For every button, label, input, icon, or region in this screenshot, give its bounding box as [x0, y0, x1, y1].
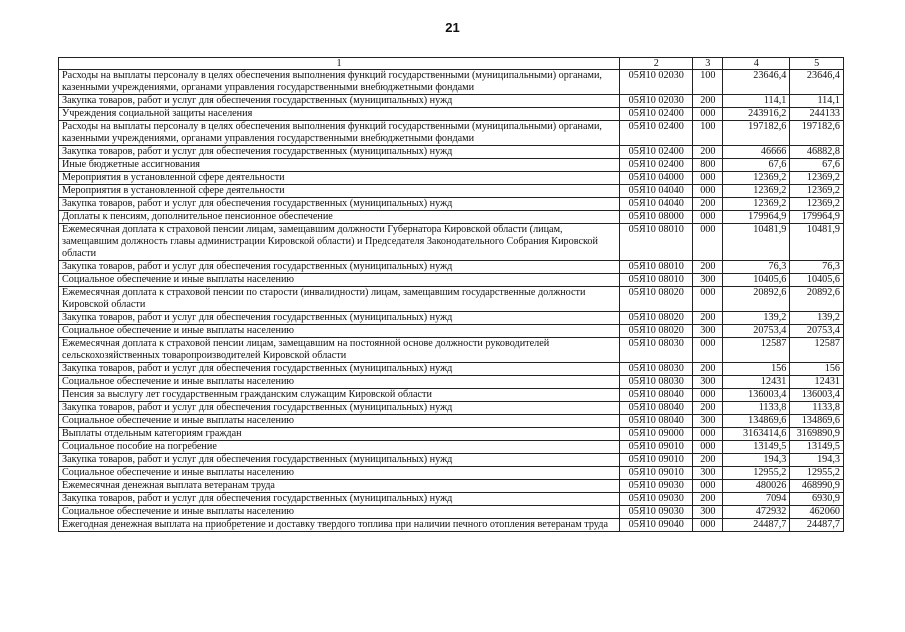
row-value-col4-cell: 10481,9 — [723, 224, 790, 261]
table-row — [59, 376, 844, 389]
row-value-col4-cell: 156 — [723, 363, 790, 376]
row-type-cell: 200 — [693, 146, 723, 159]
column-header-5: 5 — [790, 58, 844, 70]
row-name-cell: Закупка товаров, работ и услуг для обеспечения государственных (муниципальных) нужд — [59, 95, 620, 108]
row-value-col5-cell: 114,1 — [790, 95, 844, 108]
row-name-cell: Пенсия за выслугу лет государственным гражданским служащим Кировской области — [59, 389, 620, 402]
row-code-cell: 05Я10 04040 — [620, 185, 693, 198]
row-name-cell: Закупка товаров, работ и услуг для обеспечения государственных (муниципальных) нужд — [59, 312, 620, 325]
row-code-cell: 05Я10 08000 — [620, 211, 693, 224]
table-row — [59, 121, 844, 146]
column-header-4: 4 — [723, 58, 790, 70]
table-row — [59, 389, 844, 402]
row-type-cell: 200 — [693, 95, 723, 108]
row-value-col4-cell: 7094 — [723, 493, 790, 506]
row-value-col4-cell: 76,3 — [723, 261, 790, 274]
row-code-cell: 05Я10 08040 — [620, 415, 693, 428]
row-value-col4-cell: 67,6 — [723, 159, 790, 172]
row-code-cell: 05Я10 02400 — [620, 146, 693, 159]
row-code-cell: 05Я10 02030 — [620, 95, 693, 108]
row-value-col5-cell: 194,3 — [790, 454, 844, 467]
row-value-col5-cell: 20892,6 — [790, 287, 844, 312]
row-value-col5-cell: 46882,8 — [790, 146, 844, 159]
row-code-cell: 05Я10 08030 — [620, 338, 693, 363]
row-value-col4-cell: 12955,2 — [723, 467, 790, 480]
row-value-col5-cell: 6930,9 — [790, 493, 844, 506]
table-row — [59, 261, 844, 274]
row-name-cell: Учреждения социальной защиты населения — [59, 108, 620, 121]
row-name-cell: Закупка товаров, работ и услуг для обеспечения государственных (муниципальных) нужд — [59, 363, 620, 376]
row-value-col5-cell: 134869,6 — [790, 415, 844, 428]
row-value-col4-cell: 12369,2 — [723, 185, 790, 198]
row-type-cell: 000 — [693, 287, 723, 312]
row-code-cell: 05Я10 09010 — [620, 454, 693, 467]
row-code-cell: 05Я10 08010 — [620, 224, 693, 261]
row-value-col4-cell: 1133,8 — [723, 402, 790, 415]
row-value-col5-cell: 10405,6 — [790, 274, 844, 287]
table-row — [59, 428, 844, 441]
table-row — [59, 493, 844, 506]
row-value-col5-cell: 136003,4 — [790, 389, 844, 402]
row-name-cell: Социальное пособие на погребение — [59, 441, 620, 454]
row-type-cell: 000 — [693, 441, 723, 454]
row-code-cell: 05Я10 08010 — [620, 274, 693, 287]
row-value-col4-cell: 136003,4 — [723, 389, 790, 402]
row-value-col4-cell: 12587 — [723, 338, 790, 363]
row-code-cell: 05Я10 09030 — [620, 493, 693, 506]
row-code-cell: 05Я10 08030 — [620, 363, 693, 376]
row-name-cell: Доплаты к пенсиям, дополнительное пенсионное обеспечение — [59, 211, 620, 224]
row-type-cell: 200 — [693, 261, 723, 274]
table-row — [59, 95, 844, 108]
row-value-col5-cell: 12369,2 — [790, 185, 844, 198]
row-value-col4-cell: 3163414,6 — [723, 428, 790, 441]
row-type-cell: 000 — [693, 519, 723, 532]
row-value-col5-cell: 76,3 — [790, 261, 844, 274]
row-value-col5-cell: 10481,9 — [790, 224, 844, 261]
row-type-cell: 200 — [693, 493, 723, 506]
row-value-col4-cell: 20753,4 — [723, 325, 790, 338]
row-code-cell: 05Я10 02400 — [620, 121, 693, 146]
row-type-cell: 200 — [693, 402, 723, 415]
column-header-2: 2 — [620, 58, 693, 70]
column-header-1: 1 — [59, 58, 620, 70]
row-value-col4-cell: 139,2 — [723, 312, 790, 325]
row-value-col5-cell: 12431 — [790, 376, 844, 389]
row-type-cell: 000 — [693, 338, 723, 363]
row-code-cell: 05Я10 09000 — [620, 428, 693, 441]
row-name-cell: Социальное обеспечение и иные выплаты населению — [59, 376, 620, 389]
row-type-cell: 000 — [693, 108, 723, 121]
row-name-cell: Закупка товаров, работ и услуг для обеспечения государственных (муниципальных) нужд — [59, 146, 620, 159]
row-value-col4-cell: 480026 — [723, 480, 790, 493]
row-type-cell: 300 — [693, 274, 723, 287]
row-code-cell: 05Я10 08020 — [620, 325, 693, 338]
row-value-col4-cell: 114,1 — [723, 95, 790, 108]
table-row — [59, 363, 844, 376]
row-value-col4-cell: 134869,6 — [723, 415, 790, 428]
table-row — [59, 325, 844, 338]
row-code-cell: 05Я10 08010 — [620, 261, 693, 274]
row-code-cell: 05Я10 08040 — [620, 389, 693, 402]
row-value-col5-cell: 462060 — [790, 506, 844, 519]
row-name-cell: Ежемесячная доплата к страховой пенсии по старости (инвалидности) лицам, замещавшим государственные должности Кировской области — [59, 287, 620, 312]
row-code-cell: 05Я10 04000 — [620, 172, 693, 185]
row-type-cell: 100 — [693, 70, 723, 95]
table-body — [59, 70, 844, 532]
row-value-col5-cell: 244133 — [790, 108, 844, 121]
row-name-cell: Мероприятия в установленной сфере деятельности — [59, 172, 620, 185]
table-row — [59, 70, 844, 95]
row-value-col5-cell: 23646,4 — [790, 70, 844, 95]
row-name-cell: Социальное обеспечение и иные выплаты населению — [59, 325, 620, 338]
row-type-cell: 300 — [693, 506, 723, 519]
table-row — [59, 338, 844, 363]
row-value-col5-cell: 67,6 — [790, 159, 844, 172]
row-type-cell: 000 — [693, 172, 723, 185]
row-name-cell: Ежемесячная доплата к страховой пенсии лицам, замещавшим должности Губернатора Кировской области (лицам, замещавшим должность главы администрации Кировской области) и Председателя Законодательного Собрания Кировской области — [59, 224, 620, 261]
table-row — [59, 146, 844, 159]
table-row — [59, 467, 844, 480]
row-code-cell: 05Я10 02400 — [620, 159, 693, 172]
table-row — [59, 287, 844, 312]
row-code-cell: 05Я10 08040 — [620, 402, 693, 415]
row-name-cell: Выплаты отдельным категориям граждан — [59, 428, 620, 441]
row-type-cell: 200 — [693, 198, 723, 211]
budget-table — [58, 57, 844, 532]
row-value-col4-cell: 13149,5 — [723, 441, 790, 454]
row-value-col4-cell: 194,3 — [723, 454, 790, 467]
table-row — [59, 506, 844, 519]
row-type-cell: 300 — [693, 467, 723, 480]
row-name-cell: Закупка товаров, работ и услуг для обеспечения государственных (муниципальных) нужд — [59, 454, 620, 467]
row-value-col5-cell: 1133,8 — [790, 402, 844, 415]
row-name-cell: Социальное обеспечение и иные выплаты населению — [59, 506, 620, 519]
row-code-cell: 05Я10 09030 — [620, 480, 693, 493]
row-value-col5-cell: 139,2 — [790, 312, 844, 325]
row-value-col5-cell: 156 — [790, 363, 844, 376]
row-value-col5-cell: 197182,6 — [790, 121, 844, 146]
row-type-cell: 800 — [693, 159, 723, 172]
row-name-cell: Ежегодная денежная выплата на приобретение и доставку твердого топлива при наличии печного отопления ветеранам труда — [59, 519, 620, 532]
header-row — [59, 58, 844, 70]
row-name-cell: Закупка товаров, работ и услуг для обеспечения государственных (муниципальных) нужд — [59, 261, 620, 274]
row-name-cell: Мероприятия в установленной сфере деятельности — [59, 185, 620, 198]
row-value-col4-cell: 179964,9 — [723, 211, 790, 224]
row-value-col4-cell: 20892,6 — [723, 287, 790, 312]
table-row — [59, 441, 844, 454]
table-row — [59, 224, 844, 261]
row-name-cell: Расходы на выплаты персоналу в целях обеспечения выполнения функций государственными (муниципальными) органами, казенными учреждениями, органами управления государственными внебюджетными фондами — [59, 70, 620, 95]
row-value-col5-cell: 13149,5 — [790, 441, 844, 454]
row-value-col5-cell: 20753,4 — [790, 325, 844, 338]
row-value-col4-cell: 12369,2 — [723, 172, 790, 185]
row-value-col4-cell: 12431 — [723, 376, 790, 389]
row-type-cell: 000 — [693, 211, 723, 224]
row-type-cell: 200 — [693, 312, 723, 325]
row-value-col4-cell: 472932 — [723, 506, 790, 519]
row-value-col5-cell: 468990,9 — [790, 480, 844, 493]
row-code-cell: 05Я10 08030 — [620, 376, 693, 389]
row-name-cell: Ежемесячная денежная выплата ветеранам труда — [59, 480, 620, 493]
row-code-cell: 05Я10 04040 — [620, 198, 693, 211]
row-name-cell: Закупка товаров, работ и услуг для обеспечения государственных (муниципальных) нужд — [59, 402, 620, 415]
row-code-cell: 05Я10 02400 — [620, 108, 693, 121]
row-value-col5-cell: 3169890,9 — [790, 428, 844, 441]
row-name-cell: Социальное обеспечение и иные выплаты населению — [59, 467, 620, 480]
row-code-cell: 05Я10 02030 — [620, 70, 693, 95]
row-name-cell: Закупка товаров, работ и услуг для обеспечения государственных (муниципальных) нужд — [59, 198, 620, 211]
row-code-cell: 05Я10 08020 — [620, 312, 693, 325]
row-code-cell: 05Я10 09030 — [620, 506, 693, 519]
row-name-cell: Иные бюджетные ассигнования — [59, 159, 620, 172]
row-name-cell: Расходы на выплаты персоналу в целях обеспечения выполнения функций государственными (муниципальными) органами, казенными учреждениями, органами управления государственными внебюджетными фондами — [59, 121, 620, 146]
row-name-cell: Закупка товаров, работ и услуг для обеспечения государственных (муниципальных) нужд — [59, 493, 620, 506]
table-row — [59, 172, 844, 185]
table-row — [59, 185, 844, 198]
row-value-col4-cell: 12369,2 — [723, 198, 790, 211]
table-row — [59, 454, 844, 467]
row-value-col5-cell: 12369,2 — [790, 172, 844, 185]
row-type-cell: 300 — [693, 415, 723, 428]
page-number: 21 — [445, 20, 460, 35]
row-value-col5-cell: 12369,2 — [790, 198, 844, 211]
row-type-cell: 000 — [693, 480, 723, 493]
row-value-col4-cell: 10405,6 — [723, 274, 790, 287]
row-value-col4-cell: 197182,6 — [723, 121, 790, 146]
table-row — [59, 312, 844, 325]
table-row — [59, 198, 844, 211]
row-value-col4-cell: 24487,7 — [723, 519, 790, 532]
row-type-cell: 300 — [693, 325, 723, 338]
row-name-cell: Социальное обеспечение и иные выплаты населению — [59, 274, 620, 287]
table-row — [59, 480, 844, 493]
column-header-3: 3 — [693, 58, 723, 70]
row-value-col4-cell: 46666 — [723, 146, 790, 159]
table-row — [59, 159, 844, 172]
row-value-col5-cell: 24487,7 — [790, 519, 844, 532]
row-code-cell: 05Я10 09010 — [620, 441, 693, 454]
row-value-col5-cell: 12955,2 — [790, 467, 844, 480]
row-type-cell: 200 — [693, 363, 723, 376]
row-name-cell: Ежемесячная доплата к страховой пенсии лицам, замещавшим на постоянной основе должности руководителей сельскохозяйственных товаропроизводителей Кировской области — [59, 338, 620, 363]
row-type-cell: 000 — [693, 185, 723, 198]
row-type-cell: 000 — [693, 224, 723, 261]
row-type-cell: 200 — [693, 454, 723, 467]
row-value-col4-cell: 23646,4 — [723, 70, 790, 95]
row-name-cell: Социальное обеспечение и иные выплаты населению — [59, 415, 620, 428]
row-type-cell: 000 — [693, 428, 723, 441]
table-row — [59, 274, 844, 287]
row-code-cell: 05Я10 09010 — [620, 467, 693, 480]
table-row — [59, 108, 844, 121]
table-row — [59, 402, 844, 415]
table-row — [59, 415, 844, 428]
row-type-cell: 000 — [693, 389, 723, 402]
row-code-cell: 05Я10 08020 — [620, 287, 693, 312]
row-value-col4-cell: 243916,2 — [723, 108, 790, 121]
row-value-col5-cell: 12587 — [790, 338, 844, 363]
table-row — [59, 519, 844, 532]
row-type-cell: 300 — [693, 376, 723, 389]
row-type-cell: 100 — [693, 121, 723, 146]
row-value-col5-cell: 179964,9 — [790, 211, 844, 224]
row-code-cell: 05Я10 09040 — [620, 519, 693, 532]
table-row — [59, 211, 844, 224]
